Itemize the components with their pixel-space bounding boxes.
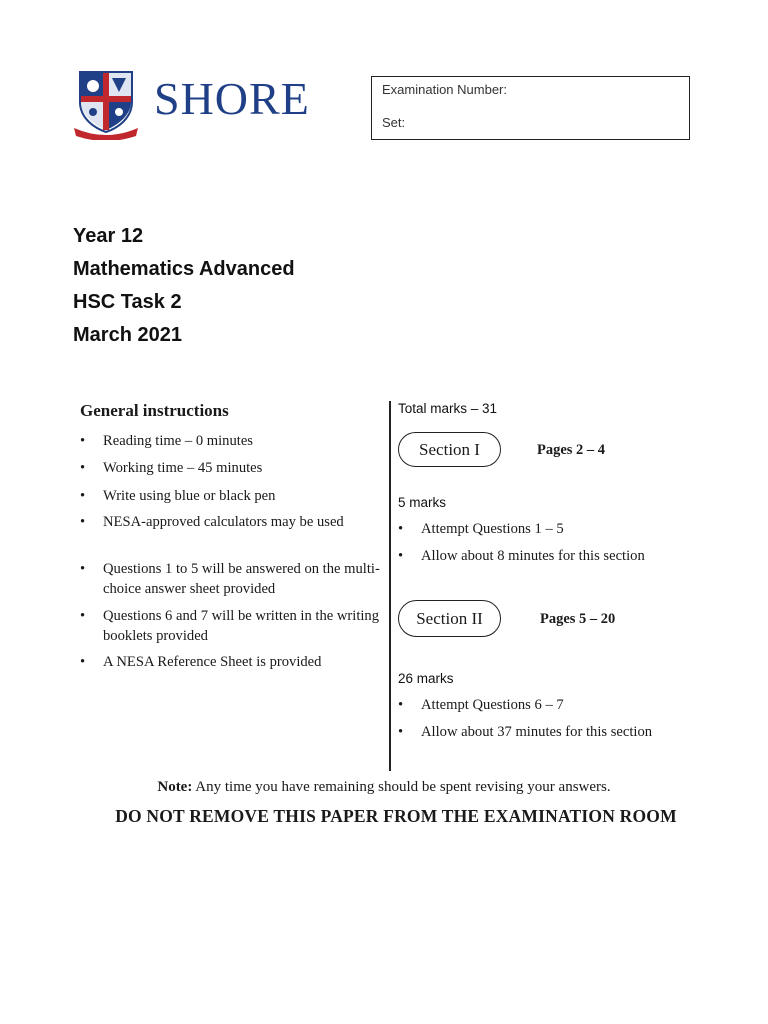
do-not-remove-warning: DO NOT REMOVE THIS PAPER FROM THE EXAMINATION ROOM [115,806,677,826]
task-title: HSC Task 2 [73,291,182,313]
note-line [0,779,768,796]
section-1-item: • Allow about 8 minutes for this section [398,548,645,564]
section-1-label: Section I [419,439,480,459]
instruction-item: • Working time – 45 minutes [80,460,263,476]
section-1-marks: 5 marks [398,495,447,510]
instruction-item: • Questions 1 to 5 will be answered on the multi-choice answer sheet provided [80,561,380,597]
section-2-marks: 26 marks [398,671,454,686]
subject-title: Mathematics Advanced [73,258,295,280]
instruction-item: • Questions 6 and 7 will be written in the writing booklets provided [80,608,380,644]
school-crest-logo [72,66,140,140]
date-title: March 2021 [73,324,182,346]
section-2-badge [398,600,501,637]
note-label: Note: [157,779,193,795]
section-2-label: Section II [416,608,483,628]
instruction-item: • A NESA Reference Sheet is provided [80,654,322,670]
instruction-item: • Write using blue or black pen [80,488,276,504]
general-instructions-heading: General instructions [80,401,229,420]
instruction-item: • Reading time – 0 minutes [80,433,253,449]
note-text: Any time you have remaining should be spent revising your answers. [195,779,611,795]
section-2-pages: Pages 5 – 20 [540,611,616,627]
examination-number-box[interactable] [371,76,690,140]
school-name: SHORE [154,73,310,124]
set-label: Set: [382,115,406,130]
instruction-item: • NESA-approved calculators may be used [80,514,344,530]
year-title: Year 12 [73,225,144,247]
column-divider [389,401,391,771]
section-1-badge [398,432,501,467]
section-1-pages: Pages 2 – 4 [537,442,606,458]
section-2-item: • Attempt Questions 6 – 7 [398,697,564,713]
section-1-item: • Attempt Questions 1 – 5 [398,521,564,537]
total-marks: Total marks – 31 [398,401,498,416]
examination-number-label: Examination Number: [382,82,507,97]
section-2-item: • Allow about 37 minutes for this section [398,724,653,740]
